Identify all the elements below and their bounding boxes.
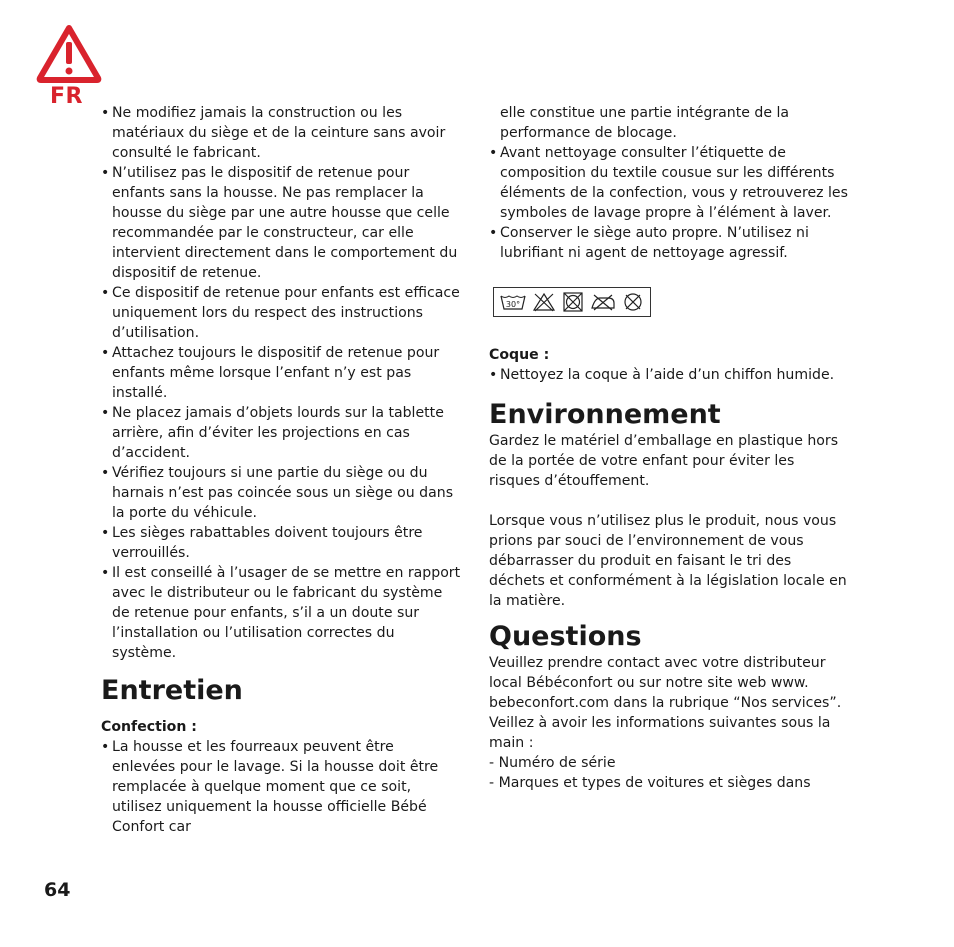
- left-column: [101, 103, 461, 837]
- no-dry-clean-icon: [622, 291, 644, 313]
- list-item: • Il est conseillé à l’usager de se mettre en rapport avec le distributeur ou le fabricant du système de retenue pour enfants, s’il a un doute sur l’installation ou l’utilisation correctes du système.: [101, 563, 461, 663]
- list-item: • Ce dispositif de retenue pour enfants est efficace uniquement lors du respect des instructions d’utilisation.: [101, 283, 461, 343]
- language-label: FR: [50, 84, 83, 109]
- list-item: • Nettoyez la coque à l’aide d’un chiffon humide.: [489, 365, 849, 385]
- safety-list: [101, 103, 461, 663]
- confection-list: [101, 737, 461, 837]
- questions-item: - Numéro de série: [489, 755, 616, 771]
- coque-list: [489, 365, 849, 385]
- continued-text: elle constitue une partie intégrante de la performance de blocage.: [500, 105, 790, 141]
- page-number: 64: [44, 879, 71, 901]
- subheading-coque: Coque :: [489, 347, 550, 363]
- cleaning-list: [489, 143, 849, 263]
- list-item: • Avant nettoyage consulter l’étiquette de composition du textile cousue sur les différents éléments de la confection, vous y retrouverez les symboles de lavage propre à l’élément à laver.: [489, 143, 849, 223]
- subheading-confection: Confection :: [101, 719, 197, 735]
- list-item: • Ne modifiez jamais la construction ou les matériaux du siège et de la ceinture sans avoir consulté le fabricant.: [101, 103, 461, 163]
- section-heading-environnement: Environnement: [489, 399, 721, 430]
- list-item: • Ne placez jamais d’objets lourds sur la tablette arrière, afin d’éviter les projections en cas d’accident.: [101, 403, 461, 463]
- warning-triangle-icon: [36, 24, 102, 84]
- questions-paragraph: Veuillez prendre contact avec votre distributeur local Bébéconfort ou sur notre site web www. bebeconfort.com dans la rubrique “Nos services”. Veillez à avoir les informations suivantes sous la main :: [489, 655, 842, 751]
- list-item: • Les sièges rabattables doivent toujours être verrouillés.: [101, 523, 461, 563]
- environnement-paragraph: Gardez le matériel d’emballage en plastique hors de la portée de votre enfant pour éviter les risques d’étouffement.: [489, 433, 839, 489]
- no-bleach-icon: [532, 292, 556, 312]
- section-heading-entretien: Entretien: [101, 675, 243, 706]
- list-item: • Vérifiez toujours si une partie du siège ou du harnais n’est pas coincée sous un siège ou dans la porte du véhicule.: [101, 463, 461, 523]
- no-iron-icon: [590, 293, 616, 311]
- list-item: • Attachez toujours le dispositif de retenue pour enfants même lorsque l’enfant n’y est pas installé.: [101, 343, 461, 403]
- list-item: • Conserver le siège auto propre. N’utilisez ni lubrifiant ni agent de nettoyage agressif.: [489, 223, 849, 263]
- list-item: • N’utilisez pas le dispositif de retenue pour enfants sans la housse. Ne pas remplacer la housse du siège par une autre housse que celle recommandée par le constructeur, car elle intervient directement dans le comportement du dispositif de retenue.: [101, 163, 461, 283]
- environnement-paragraph: Lorsque vous n’utilisez plus le produit, nous vous prions par souci de l’environnement de vous débarrasser du produit en faisant le tri des déchets et conformément à la législation locale en la matière.: [489, 513, 847, 609]
- wash-temp-label: 30°: [505, 300, 521, 309]
- care-symbols-box: [493, 287, 651, 317]
- no-tumble-dry-icon: [562, 291, 584, 313]
- section-heading-questions: Questions: [489, 621, 642, 652]
- wash-30-icon: [500, 293, 526, 311]
- questions-item: - Marques et types de voitures et sièges dans: [489, 775, 811, 791]
- right-column: [489, 103, 849, 793]
- list-item: • La housse et les fourreaux peuvent être enlevées pour le lavage. Si la housse doit être remplacée à quelque moment que ce soit, utilisez uniquement la housse officielle Bébé Confort car: [101, 737, 461, 837]
